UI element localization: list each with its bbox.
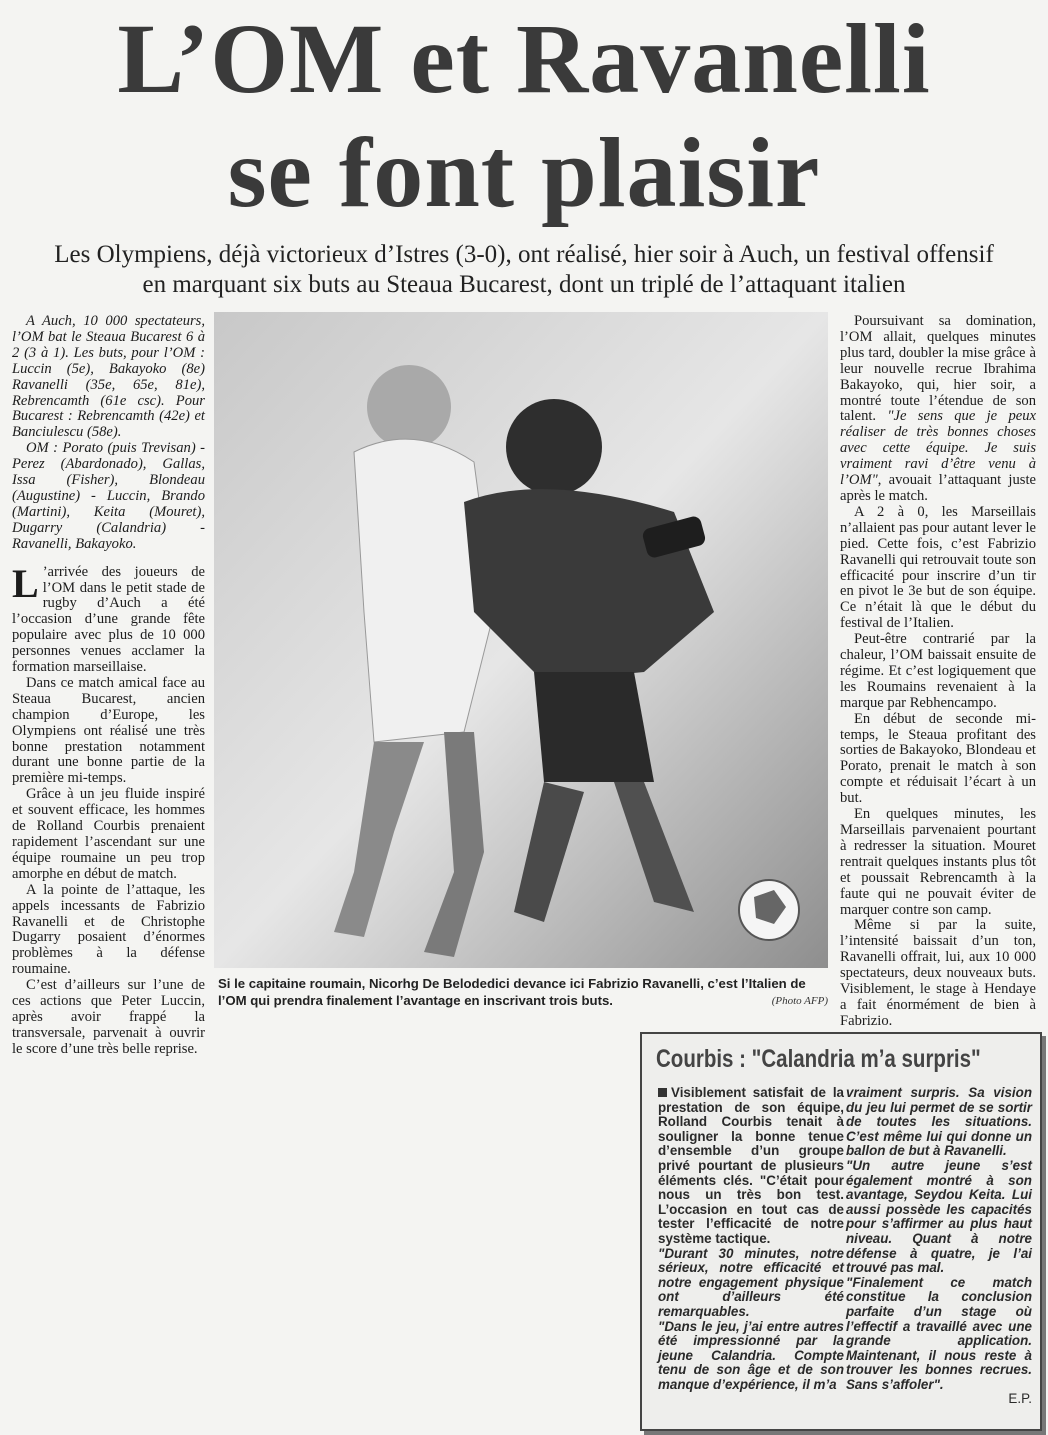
article-paragraph: Poursuivant sa domination, l’OM allait, quelques minutes plus tard, doubler la mise grâce à leur nouvelle recrue Ibrahima Bakayoko, qui, hier soir, a montré toute l’étendue de son talent. "Je sens que je peux réaliser de très bonnes choses avec cette équipe. Je suis vraiment ravi d’être venu à l’OM", avouait l’attaquant juste après le match. bbox=[840, 313, 1036, 504]
headline-line-1: L’OM et Ravanelli bbox=[117, 3, 931, 114]
article-paragraph: L ’arrivée des joueurs de l’OM dans le petit stade de rugby d’Auch a été l’occasion d’une grande fête populaire avec plus de 10 000 personnes venues acclamer la formation marseillaise. bbox=[12, 560, 205, 676]
left-column bbox=[12, 314, 205, 1058]
drop-cap: L bbox=[12, 560, 39, 606]
article-paragraph: Même si par la suite, l’intensité baissait d’un ton, Ravanelli offrait, lui, aux 10 000 spectateurs, deux nouveaux buts. Visiblement, le stage à Hendaye a fait énormément de bien à Fabrizio. bbox=[840, 917, 1036, 1029]
om-lineup: OM : Porato (puis Trevisan) - Perez (Abardonado), Gallas, Issa (Fisher), Blondeau (Augustine) - Luccin, Brando (Martini), Keita (Mouret), Dugarry (Calandria) - Ravanelli, Bakayoko. bbox=[12, 440, 205, 552]
article-paragraph: A la pointe de l’attaque, les appels incessants de Fabrizio Ravanelli et de Christophe Dugarry posaient d’énormes problèmes à la défense roumaine. bbox=[12, 881, 205, 978]
deck-subtitle: Les Olympiens, déjà victorieux d’Istres (3-0), ont réalisé, hier soir à Auch, un festival offensif en marquant six buts au Steaua Bucarest, dont un triplé de l’attaquant italien bbox=[54, 241, 994, 298]
article-paragraph: En quelques minutes, les Marseillais parvenaient pourtant à redresser la situation. Mouret rentrait quelques instants plus tôt et poussait Rebrencamth à la faute qui ne pouvait éviter de marquer contre son camp. bbox=[840, 806, 1036, 918]
sidebar-title: Courbis : "Calandria m’a surpris" bbox=[656, 1045, 981, 1073]
article-paragraph: Grâce à un jeu fluide inspiré et souvent efficace, les hommes de Rolland Courbis prenaient rapidement l’ascendant sur une équipe roumaine un peu trop amorphe en début de match. bbox=[12, 786, 205, 882]
right-column bbox=[840, 314, 1036, 1030]
sidebar-paragraph: "Finalement ce match constitue la conclusion parfaite d’un stage où l’effectif a travaillé avec une grande application. Maintenant, il nous reste à trouver les bonnes recrues. Sans s’affoler". bbox=[846, 1274, 1032, 1392]
sidebar-box bbox=[640, 1032, 1042, 1431]
match-summary: A Auch, 10 000 spectateurs, l’OM bat le Steaua Bucarest 6 à 2 (3 à 1). Les buts, pour l’OM : Luccin (5e), Bakayoko (8e) Ravanelli (35e, 65e, 81e), Rebrencamth (61e csc). Pour Bucarest : Rebrencamth (42e) et Banciulescu (58e). bbox=[12, 313, 205, 441]
match-photo bbox=[214, 312, 828, 968]
article-paragraph: Peut-être contrarié par la chaleur, l’OM baissait ensuite de régime. Et c’est logiquement que les Roumains revenaient à la marque par Rebhencampo. bbox=[840, 631, 1036, 711]
sidebar-paragraph: vraiment surpris. Sa vision du jeu lui permet de se sortir de toutes les situations. C’est même lui qui donne un ballon de but à Ravanelli. bbox=[846, 1085, 1032, 1159]
photo-illustration bbox=[214, 312, 828, 968]
sidebar-column-2 bbox=[846, 1086, 1032, 1407]
article-paragraph: C’est d’ailleurs sur l’une de ces actions que Peter Luccin, après avoir frappé la transversale, parvenait à ouvrir le score d’une très belle reprise. bbox=[12, 977, 205, 1057]
sidebar-paragraph: "Durant 30 minutes, notre sérieux, notre efficacité et notre engagement physique ont d’ailleurs été remarquables. bbox=[658, 1245, 844, 1319]
sidebar-paragraph: Visiblement satisfait de la prestation de son équipe, Rolland Courbis tenait à souligner la bonne tenue d’ensemble d’un groupe privé pourtant de plusieurs éléments clés. "C’était pour nous un très bon test. L’occasion en tout cas de tester l’efficacité de notre système tactique. bbox=[658, 1085, 844, 1246]
photo-caption: Si le capitaine roumain, Nicorhg De Belodedici devance ici Fabrizio Ravanelli, c’est l’Italien de l’OM qui prendra finalement l’avantage en inscrivant trois buts. bbox=[218, 976, 806, 1008]
article-paragraph: Dans ce match amical face au Steaua Bucarest, ancien champion d’Europe, les Olympiens ont réalisé une très bonne prestation notamment durant une bonne partie de la première mi-temps. bbox=[12, 674, 205, 787]
headline-line-2: se font plaisir bbox=[227, 117, 821, 228]
photo-credit: (Photo AFP) bbox=[771, 995, 828, 1007]
sidebar-paragraph: "Un autre jeune s’est également montré à son avantage, Seydou Keita. Lui aussi possède les capacités pour s’affirmer au plus haut niveau. Quant à notre défense à quatre, je l’ai trouvé pas mal. bbox=[846, 1157, 1032, 1276]
sidebar-signature: E.P. bbox=[1008, 1391, 1032, 1407]
sidebar-paragraph: "Dans le jeu, j’ai entre autres été impressionné par la jeune Calandria. Compte tenu de son âge et de son manque d’expérience, il m’a bbox=[658, 1318, 844, 1392]
article-paragraph: En début de seconde mi-temps, le Steaua profitant des sorties de Bakayoko, Blondeau et Porato, prenait le match à son compte et réduisait l’écart à un but. bbox=[840, 710, 1036, 807]
sidebar-column-1 bbox=[658, 1086, 844, 1392]
bullet-square-icon bbox=[658, 1088, 667, 1097]
article-paragraph: A 2 à 0, les Marseillais n’allaient pas pour autant lever le pied. Cette fois, c’est Fabrizio Ravanelli qui retrouvait toute son efficacité pour inscrire d’un tir en pivot le 3e but de son équipe. Ce n’était là que le début du festival de l’Italien. bbox=[840, 503, 1036, 632]
